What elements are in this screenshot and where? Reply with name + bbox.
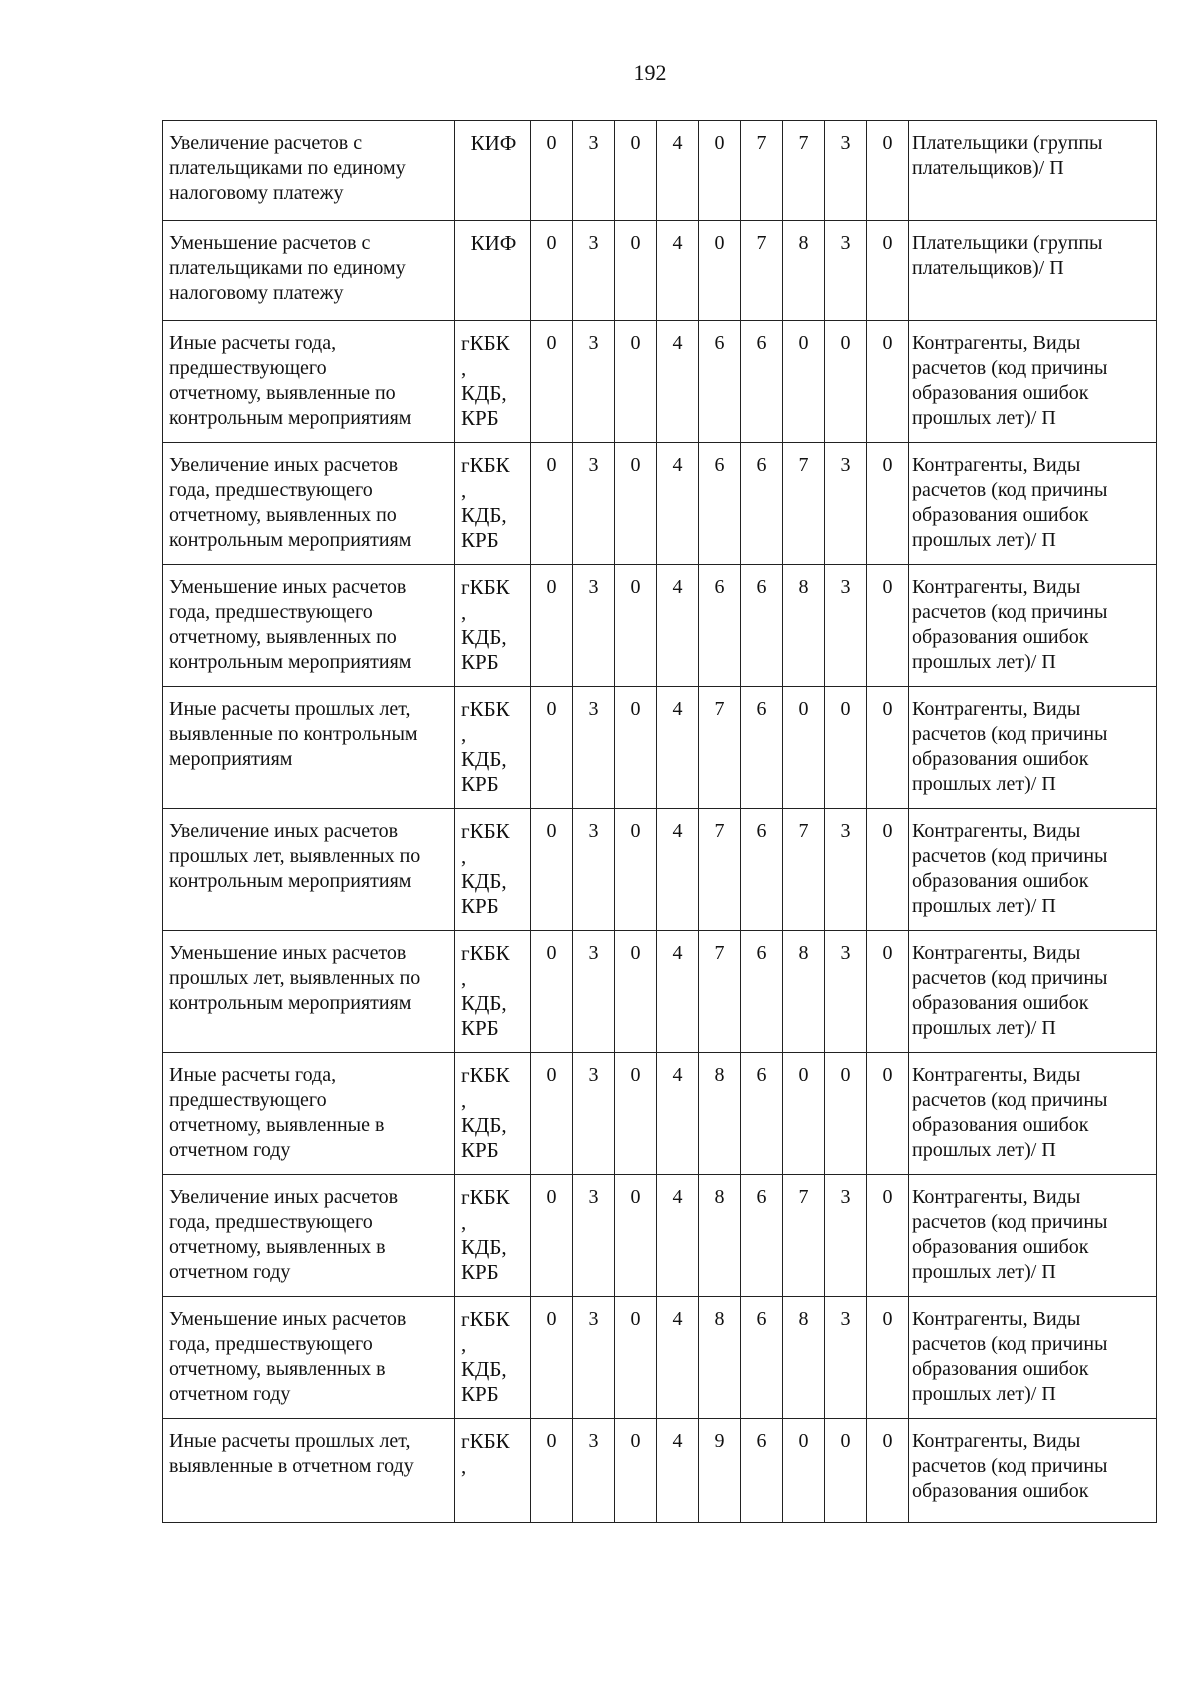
account-digit-cell: 0 [531, 221, 573, 321]
account-digit-cell: 0 [531, 1297, 573, 1419]
account-digit-cell: 0 [783, 321, 825, 443]
account-digit-cell: 4 [657, 931, 699, 1053]
account-digit-cell: 3 [825, 1175, 867, 1297]
account-digit-cell: 7 [699, 687, 741, 809]
account-digit-cell: 4 [657, 565, 699, 687]
account-digit-cell: 0 [615, 321, 657, 443]
account-name-cell: Иные расчеты прошлых лет, выявленные в отчетном году [163, 1419, 455, 1523]
analytics-cell: Контрагенты, Виды расчетов (код причины образования ошибок [909, 1419, 1157, 1523]
account-digit-cell: 0 [867, 121, 909, 221]
account-digit-cell: 6 [741, 443, 783, 565]
account-digit-cell: 3 [825, 931, 867, 1053]
account-digit-cell: 0 [825, 687, 867, 809]
analytics-cell: Плательщики (группы плательщиков)/ П [909, 121, 1157, 221]
account-digit-cell: 0 [867, 809, 909, 931]
account-digit-cell: 0 [615, 1297, 657, 1419]
kbk-cell: гКБК , КДБ, КРБ [455, 1297, 531, 1419]
accounts-table [162, 120, 1157, 1523]
account-digit-cell: 0 [615, 443, 657, 565]
table-row [163, 443, 1157, 565]
account-digit-cell: 3 [825, 121, 867, 221]
account-name-cell: Уменьшение иных расчетов прошлых лет, выявленных по контрольным мероприятиям [163, 931, 455, 1053]
account-digit-cell: 3 [573, 443, 615, 565]
account-digit-cell: 3 [825, 565, 867, 687]
account-digit-cell: 3 [825, 1297, 867, 1419]
account-digit-cell: 6 [699, 565, 741, 687]
account-name-cell: Увеличение расчетов с плательщиками по единому налоговому платежу [163, 121, 455, 221]
account-digit-cell: 6 [741, 321, 783, 443]
account-digit-cell: 0 [867, 443, 909, 565]
account-digit-cell: 0 [783, 687, 825, 809]
account-digit-cell: 0 [867, 321, 909, 443]
table-row [163, 121, 1157, 221]
account-name-cell: Увеличение иных расчетов года, предшествующего отчетному, выявленных в отчетном году [163, 1175, 455, 1297]
account-digit-cell: 0 [867, 687, 909, 809]
account-digit-cell: 0 [615, 809, 657, 931]
account-digit-cell: 0 [615, 221, 657, 321]
account-name-cell: Увеличение иных расчетов прошлых лет, выявленных по контрольным мероприятиям [163, 809, 455, 931]
table-row [163, 1297, 1157, 1419]
account-digit-cell: 4 [657, 1419, 699, 1523]
account-digit-cell: 0 [825, 1053, 867, 1175]
table-row [163, 1175, 1157, 1297]
table-row [163, 687, 1157, 809]
account-digit-cell: 0 [615, 121, 657, 221]
account-digit-cell: 0 [783, 1053, 825, 1175]
account-digit-cell: 3 [573, 931, 615, 1053]
account-digit-cell: 6 [699, 321, 741, 443]
kbk-cell: КИФ [455, 121, 531, 221]
account-digit-cell: 0 [825, 321, 867, 443]
account-digit-cell: 0 [615, 1053, 657, 1175]
account-digit-cell: 3 [573, 1053, 615, 1175]
account-digit-cell: 4 [657, 221, 699, 321]
account-digit-cell: 0 [531, 321, 573, 443]
table-row [163, 321, 1157, 443]
account-name-cell: Уменьшение расчетов с плательщиками по единому налоговому платежу [163, 221, 455, 321]
account-digit-cell: 3 [573, 1419, 615, 1523]
account-digit-cell: 3 [573, 809, 615, 931]
account-digit-cell: 3 [573, 1297, 615, 1419]
account-digit-cell: 3 [825, 221, 867, 321]
account-digit-cell: 0 [615, 565, 657, 687]
analytics-cell: Контрагенты, Виды расчетов (код причины образования ошибок прошлых лет)/ П [909, 1053, 1157, 1175]
account-digit-cell: 3 [573, 1175, 615, 1297]
account-digit-cell: 7 [783, 443, 825, 565]
account-digit-cell: 6 [741, 687, 783, 809]
account-digit-cell: 0 [699, 221, 741, 321]
analytics-cell: Контрагенты, Виды расчетов (код причины образования ошибок прошлых лет)/ П [909, 565, 1157, 687]
kbk-cell: гКБК , КДБ, КРБ [455, 1175, 531, 1297]
account-digit-cell: 7 [783, 121, 825, 221]
account-digit-cell: 0 [615, 931, 657, 1053]
account-digit-cell: 0 [531, 1053, 573, 1175]
analytics-cell: Плательщики (группы плательщиков)/ П [909, 221, 1157, 321]
account-name-cell: Уменьшение иных расчетов года, предшествующего отчетному, выявленных в отчетном году [163, 1297, 455, 1419]
account-digit-cell: 0 [615, 1419, 657, 1523]
account-digit-cell: 0 [615, 687, 657, 809]
account-digit-cell: 0 [531, 565, 573, 687]
account-digit-cell: 6 [741, 1419, 783, 1523]
analytics-cell: Контрагенты, Виды расчетов (код причины образования ошибок прошлых лет)/ П [909, 931, 1157, 1053]
account-digit-cell: 4 [657, 1297, 699, 1419]
analytics-cell: Контрагенты, Виды расчетов (код причины образования ошибок прошлых лет)/ П [909, 809, 1157, 931]
account-digit-cell: 8 [783, 565, 825, 687]
table-row [163, 565, 1157, 687]
account-digit-cell: 0 [783, 1419, 825, 1523]
account-digit-cell: 3 [573, 321, 615, 443]
kbk-cell: КИФ [455, 221, 531, 321]
table-row [163, 1053, 1157, 1175]
kbk-cell: гКБК , КДБ, КРБ [455, 443, 531, 565]
account-digit-cell: 7 [783, 1175, 825, 1297]
account-digit-cell: 0 [531, 443, 573, 565]
account-digit-cell: 7 [741, 221, 783, 321]
account-digit-cell: 6 [741, 565, 783, 687]
account-digit-cell: 6 [741, 1053, 783, 1175]
kbk-cell: гКБК , КДБ, КРБ [455, 321, 531, 443]
account-digit-cell: 0 [531, 1419, 573, 1523]
account-digit-cell: 6 [741, 1297, 783, 1419]
account-digit-cell: 4 [657, 321, 699, 443]
account-digit-cell: 3 [573, 221, 615, 321]
analytics-cell: Контрагенты, Виды расчетов (код причины образования ошибок прошлых лет)/ П [909, 321, 1157, 443]
kbk-cell: гКБК , КДБ, КРБ [455, 565, 531, 687]
account-name-cell: Увеличение иных расчетов года, предшествующего отчетному, выявленных по контрольным мероприятиям [163, 443, 455, 565]
kbk-cell: гКБК , КДБ, КРБ [455, 687, 531, 809]
account-digit-cell: 7 [699, 931, 741, 1053]
table-row [163, 931, 1157, 1053]
account-digit-cell: 4 [657, 1053, 699, 1175]
account-digit-cell: 0 [699, 121, 741, 221]
analytics-cell: Контрагенты, Виды расчетов (код причины образования ошибок прошлых лет)/ П [909, 443, 1157, 565]
account-digit-cell: 8 [699, 1175, 741, 1297]
account-digit-cell: 7 [783, 809, 825, 931]
table-row [163, 809, 1157, 931]
account-digit-cell: 0 [531, 1175, 573, 1297]
account-digit-cell: 0 [867, 1419, 909, 1523]
account-digit-cell: 3 [573, 121, 615, 221]
account-digit-cell: 0 [825, 1419, 867, 1523]
account-name-cell: Иные расчеты года, предшествующего отчетному, выявленные по контрольным мероприятиям [163, 321, 455, 443]
account-digit-cell: 9 [699, 1419, 741, 1523]
account-digit-cell: 7 [741, 121, 783, 221]
account-digit-cell: 0 [531, 931, 573, 1053]
account-digit-cell: 8 [783, 221, 825, 321]
account-digit-cell: 8 [699, 1053, 741, 1175]
account-digit-cell: 6 [741, 809, 783, 931]
table-row [163, 221, 1157, 321]
account-digit-cell: 0 [867, 1053, 909, 1175]
account-digit-cell: 8 [783, 1297, 825, 1419]
account-digit-cell: 0 [531, 121, 573, 221]
account-digit-cell: 4 [657, 1175, 699, 1297]
account-digit-cell: 6 [699, 443, 741, 565]
account-digit-cell: 0 [867, 1297, 909, 1419]
kbk-cell: гКБК , КДБ, КРБ [455, 1053, 531, 1175]
account-name-cell: Иные расчеты года, предшествующего отчетному, выявленные в отчетном году [163, 1053, 455, 1175]
account-digit-cell: 3 [825, 809, 867, 931]
kbk-cell: гКБК , [455, 1419, 531, 1523]
account-digit-cell: 4 [657, 443, 699, 565]
account-digit-cell: 3 [573, 687, 615, 809]
page-number: 192 [633, 60, 667, 85]
account-digit-cell: 0 [615, 1175, 657, 1297]
account-digit-cell: 4 [657, 687, 699, 809]
account-digit-cell: 8 [783, 931, 825, 1053]
account-digit-cell: 3 [825, 443, 867, 565]
account-digit-cell: 3 [573, 565, 615, 687]
account-digit-cell: 4 [657, 809, 699, 931]
account-digit-cell: 6 [741, 1175, 783, 1297]
account-digit-cell: 0 [867, 1175, 909, 1297]
table-row [163, 1419, 1157, 1523]
account-name-cell: Уменьшение иных расчетов года, предшествующего отчетному, выявленных по контрольным мероприятиям [163, 565, 455, 687]
account-digit-cell: 0 [531, 809, 573, 931]
analytics-cell: Контрагенты, Виды расчетов (код причины образования ошибок прошлых лет)/ П [909, 1175, 1157, 1297]
account-digit-cell: 6 [741, 931, 783, 1053]
analytics-cell: Контрагенты, Виды расчетов (код причины образования ошибок прошлых лет)/ П [909, 687, 1157, 809]
account-digit-cell: 0 [531, 687, 573, 809]
account-digit-cell: 0 [867, 931, 909, 1053]
kbk-cell: гКБК , КДБ, КРБ [455, 931, 531, 1053]
account-digit-cell: 8 [699, 1297, 741, 1419]
account-digit-cell: 7 [699, 809, 741, 931]
kbk-cell: гКБК , КДБ, КРБ [455, 809, 531, 931]
analytics-cell: Контрагенты, Виды расчетов (код причины образования ошибок прошлых лет)/ П [909, 1297, 1157, 1419]
account-name-cell: Иные расчеты прошлых лет, выявленные по контрольным мероприятиям [163, 687, 455, 809]
account-digit-cell: 0 [867, 221, 909, 321]
account-digit-cell: 0 [867, 565, 909, 687]
account-digit-cell: 4 [657, 121, 699, 221]
